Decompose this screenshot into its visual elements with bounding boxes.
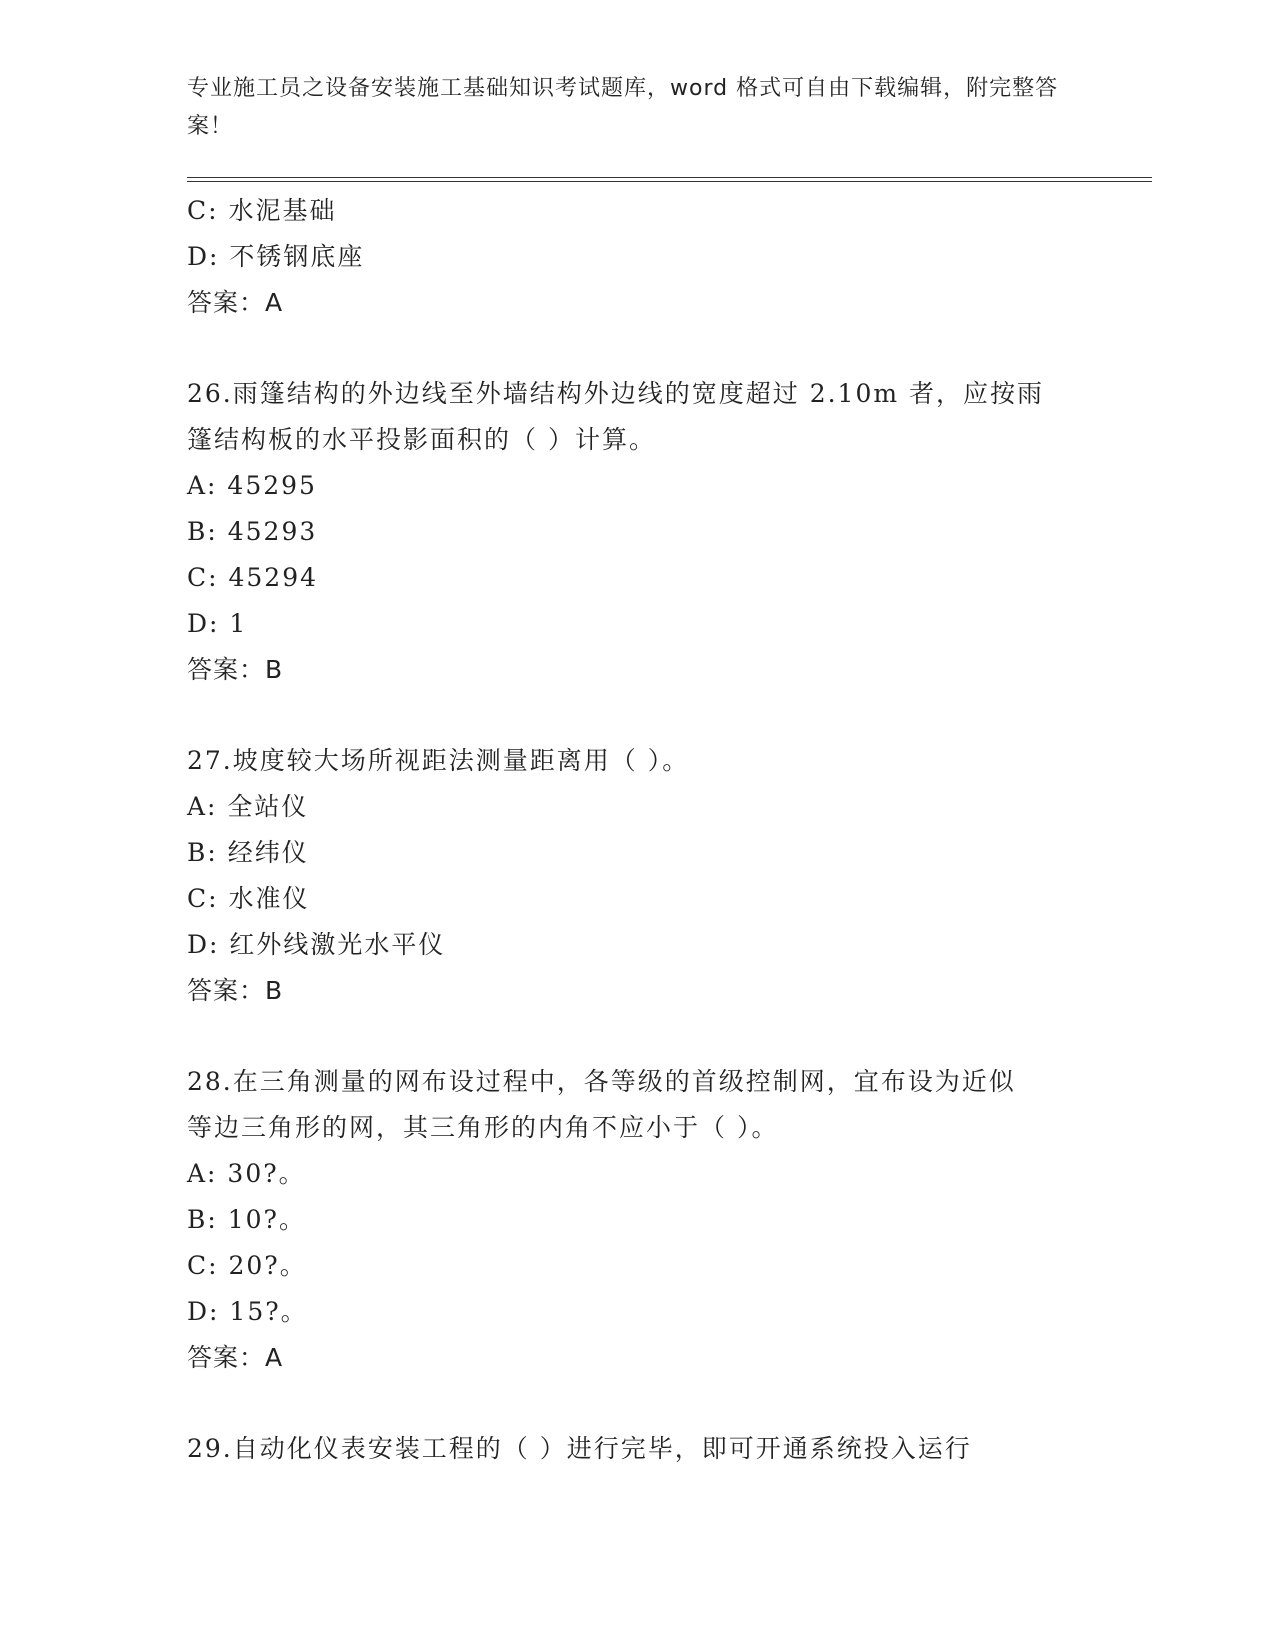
option-a: A: 45295 [187,471,317,500]
option-c: C: 水泥基础 [187,196,337,225]
question-26 [187,371,1087,693]
question-stem-line: 26.雨篷结构的外边线至外墙结构外边线的宽度超过 2.10m 者，应按雨 [187,379,1045,408]
answer-line: 答案：A [187,288,284,317]
option-c: C: 45294 [187,563,319,592]
answer-line: 答案：B [187,655,284,684]
question-stem-line: 篷结构板的水平投影面积的（ ）计算。 [187,425,656,454]
question-stem-line: 29.自动化仪表安装工程的（ ）进行完毕，即可开通系统投入运行 [187,1434,972,1463]
option-b: B: 10?。 [187,1205,306,1234]
answer-line: 答案：B [187,976,284,1005]
answer-line: 答案：A [187,1343,284,1372]
option-c: C: 水准仪 [187,884,310,913]
question-gap [187,326,1087,371]
question-stem-line: 27.坡度较大场所视距法测量距离用（ ）。 [187,746,690,775]
option-d: D: 红外线激光水平仪 [187,930,446,959]
option-b: B: 经纬仪 [187,838,309,867]
question-29 [187,1426,1087,1472]
option-a: A: 30?。 [187,1159,306,1188]
option-a: A: 全站仪 [187,792,309,821]
question-gap [187,1381,1087,1426]
option-b: B: 45293 [187,517,318,546]
option-c: C: 20?。 [187,1251,307,1280]
question-gap [187,693,1087,738]
option-d: D: 不锈钢底座 [187,242,365,271]
question-28 [187,1059,1087,1381]
option-d: D: 1 [187,609,248,638]
header-divider [187,177,1152,182]
document-body [187,188,1087,1472]
question-27 [187,738,1087,1014]
question-stem-line: 28.在三角测量的网布设过程中，各等级的首级控制网，宜布设为近似 [187,1067,1016,1096]
document-header: 专业施工员之设备安装施工基础知识考试题库，word 格式可自由下载编辑，附完整答案！ [187,76,1059,139]
question-partial [187,188,1087,326]
question-stem-line: 等边三角形的网，其三角形的内角不应小于（ ）。 [187,1113,779,1142]
option-d: D: 15?。 [187,1297,308,1326]
question-gap [187,1014,1087,1059]
